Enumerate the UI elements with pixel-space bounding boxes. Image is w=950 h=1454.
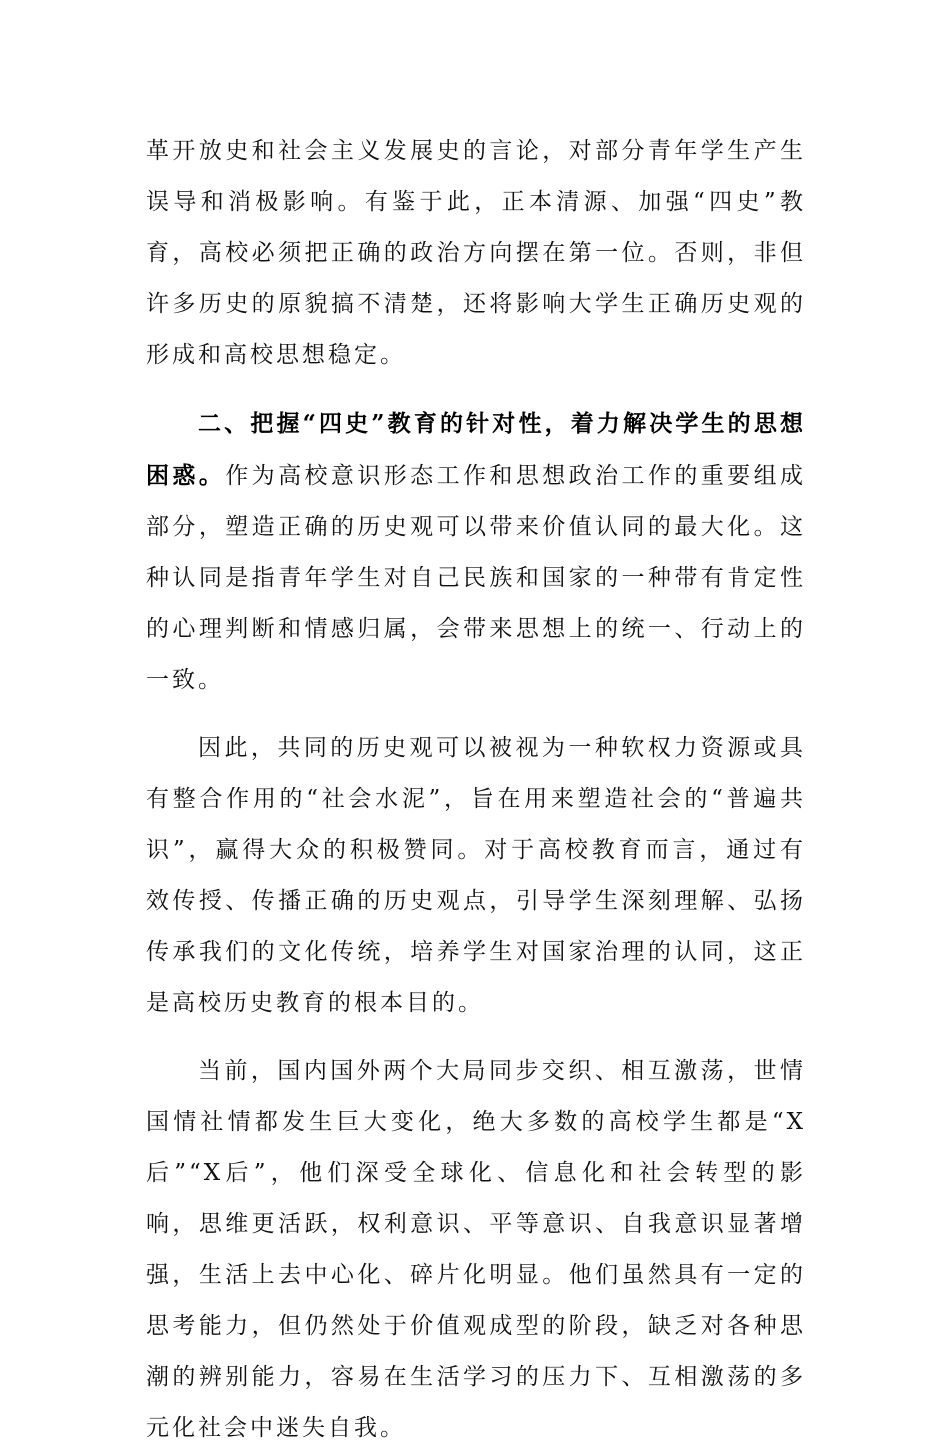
paragraph-2-body: 作为高校意识形态工作和思想政治工作的重要组成部分，塑造正确的历史观可以带来价值认同的最大化。这种认同是指青年学生对自己民族和国家的一种带有肯定性的心理判断和情感归属，会带来思想上的统一、行动上的一致。 xyxy=(146,463,806,693)
paragraph-2 xyxy=(146,398,806,706)
document-body xyxy=(146,126,806,1454)
paragraph-3: 因此，共同的历史观可以被视为一种软权力资源或具有整合作用的“社会水泥”，旨在用来塑造社会的“普遍共识”，赢得大众的积极赞同。对于高校教育而言，通过有效传授、传播正确的历史观点，引导学生深刻理解、弘扬传承我们的文化传统，培养学生对国家治理的认同，这正是高校历史教育的根本目的。 xyxy=(146,735,806,1016)
section-heading: 二、把握“四史”教育的针对性，着力解决学生的思想困惑。 xyxy=(146,410,806,489)
paragraph-1: 革开放史和社会主义发展史的言论，对部分青年学生产生误导和消极影响。有鉴于此，正本清源、加强“四史”教育，高校必须把正确的政治方向摆在第一位。否则，非但许多历史的原貌搞不清楚，还将影响大学生正确历史观的形成和高校思想稳定。 xyxy=(146,138,806,368)
paragraph-4: 当前，国内国外两个大局同步交织、相互激荡，世情国情社情都发生巨大变化，绝大多数的高校学生都是“X后”“X后”，他们深受全球化、信息化和社会转型的影响，思维更活跃，权利意识、平等意识、自我意识显著增强，生活上去中心化、碎片化明显。他们虽然具有一定的思考能力，但仍然处于价值观成型的阶段，缺乏对各种思潮的辨别能力，容易在生活学习的压力下、互相激荡的多元化社会中迷失自我。 xyxy=(146,1058,806,1441)
